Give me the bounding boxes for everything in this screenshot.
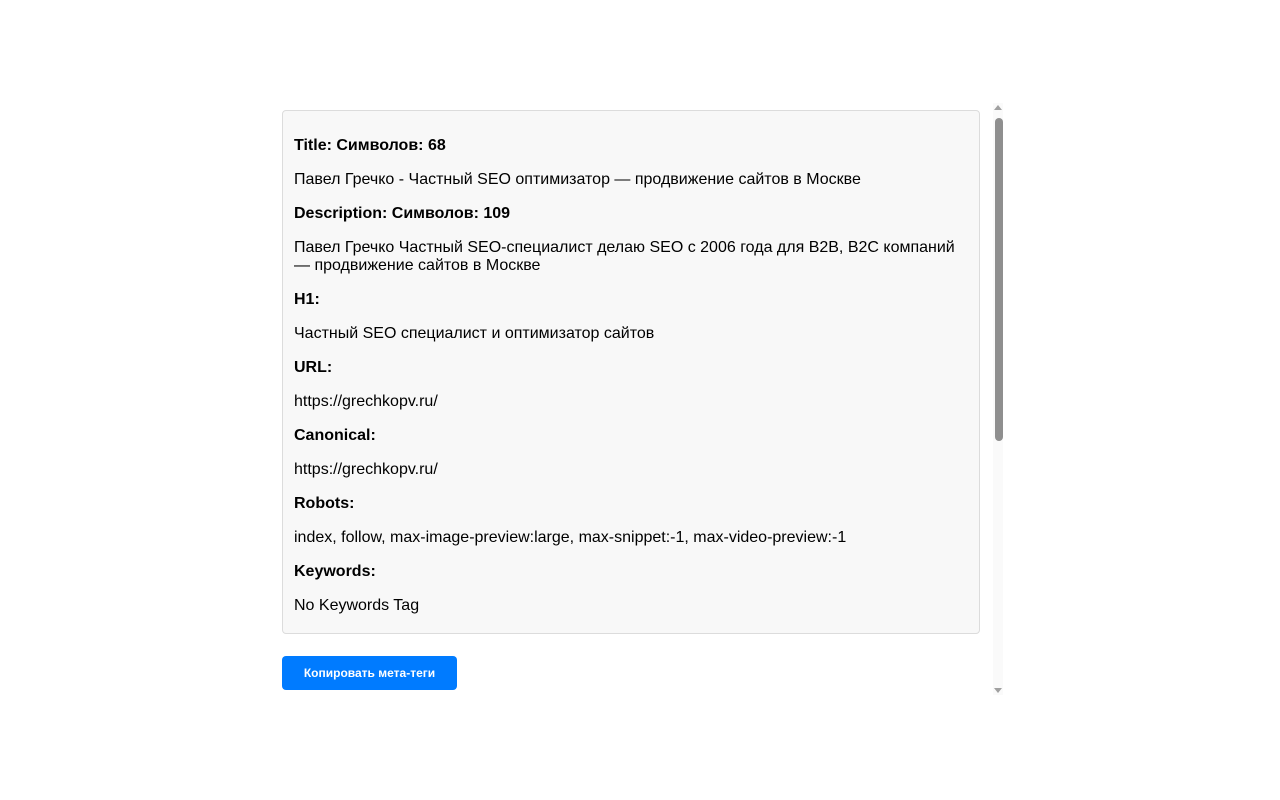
robots-value: index, follow, max-image-preview:large, max-snippet:-1, max-video-preview:-1 [294, 529, 847, 546]
title-label: Title: Символов: 68 [294, 137, 446, 154]
title-value: Павел Гречко - Частный SEO оптимизатор — продвижение сайтов в Москве [294, 171, 861, 188]
meta-tags-panel [282, 110, 980, 634]
canonical-value: https://grechkopv.ru/ [294, 461, 438, 478]
scrollbar[interactable] [993, 103, 1003, 695]
scroll-up-arrow-icon[interactable] [994, 105, 1002, 110]
seo-meta-popup [282, 103, 1003, 695]
robots-label: Robots: [294, 495, 355, 512]
keywords-label: Keywords: [294, 563, 376, 580]
h1-value: Частный SEO специалист и оптимизатор сайтов [294, 325, 655, 342]
copy-meta-tags-button[interactable]: Копировать мета-теги [282, 656, 457, 690]
h1-label: H1: [294, 291, 320, 308]
canonical-label: Canonical: [294, 427, 376, 444]
url-label: URL: [294, 359, 333, 376]
keywords-value: No Keywords Tag [294, 597, 420, 614]
url-value: https://grechkopv.ru/ [294, 393, 438, 410]
scroll-down-arrow-icon[interactable] [994, 688, 1002, 693]
scrollbar-thumb[interactable] [995, 118, 1003, 441]
description-label: Description: Символов: 109 [294, 205, 511, 222]
description-value: Павел Гречко Частный SEO-специалист делаю SEO с 2006 года для B2B, B2C компаний — продвижение сайтов в Москве [294, 239, 955, 274]
